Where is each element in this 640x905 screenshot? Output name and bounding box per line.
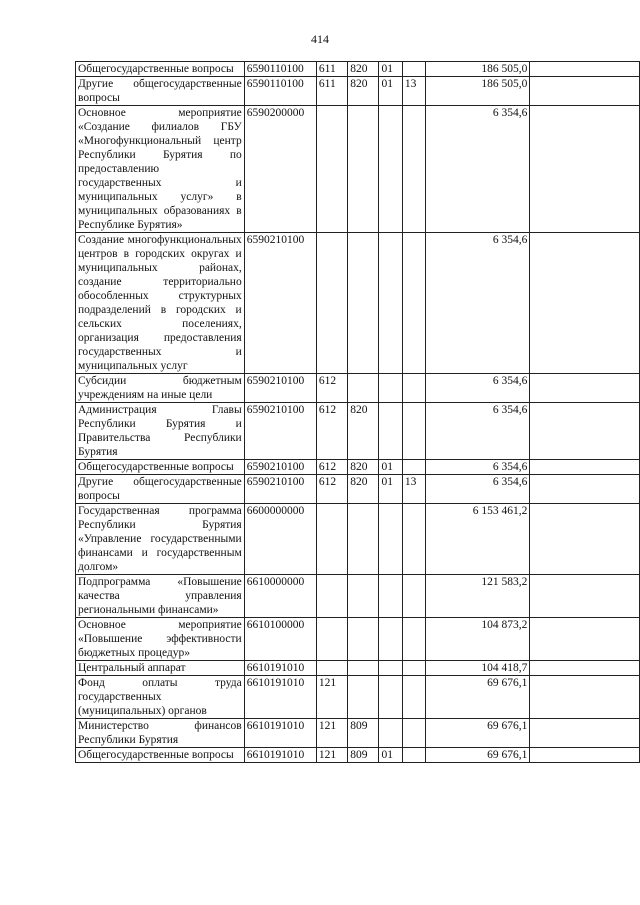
table-row: [76, 460, 640, 475]
table-row: [76, 106, 640, 233]
row-vr-cell: [316, 504, 347, 575]
row-sum-cell: 6 354,6: [426, 233, 530, 374]
row-vr-cell: 611: [316, 62, 347, 77]
row-sum-cell: 104 418,7: [426, 661, 530, 676]
row-code-cell: 6610191010: [244, 748, 316, 763]
row-rz-cell: 01: [379, 475, 402, 504]
row-rz-cell: [379, 676, 402, 719]
row-name-cell: Государственная программа Республики Бурятия «Управление государственными финансами и государственным долгом»: [76, 504, 245, 575]
row-sum-cell: 121 583,2: [426, 575, 530, 618]
row-name-cell: Центральный аппарат: [76, 661, 245, 676]
row-name-cell: Другие общегосударственные вопросы: [76, 475, 245, 504]
row-grbs-cell: 820: [348, 62, 379, 77]
row-name-cell: Другие общегосударственные вопросы: [76, 77, 245, 106]
table-row: [76, 748, 640, 763]
row-extra-cell: [530, 233, 640, 374]
row-extra-cell: [530, 575, 640, 618]
row-code-cell: 6610191010: [244, 676, 316, 719]
row-pr-cell: [402, 504, 425, 575]
row-pr-cell: [402, 403, 425, 460]
table-row: [76, 403, 640, 460]
row-name-cell: Создание многофункциональных центров в городских округах и муниципальных районах, создание территориально обособленных структурных подразделений в городских и сельских поселениях, организация предоставления государственных и муниципальных услуг: [76, 233, 245, 374]
row-pr-cell: 13: [402, 475, 425, 504]
row-grbs-cell: [348, 106, 379, 233]
row-grbs-cell: [348, 374, 379, 403]
row-code-cell: 6590210100: [244, 475, 316, 504]
row-code-cell: 6610000000: [244, 575, 316, 618]
row-grbs-cell: [348, 618, 379, 661]
row-pr-cell: [402, 676, 425, 719]
row-vr-cell: [316, 233, 347, 374]
row-vr-cell: [316, 575, 347, 618]
row-pr-cell: [402, 661, 425, 676]
row-sum-cell: 6 354,6: [426, 374, 530, 403]
row-extra-cell: [530, 748, 640, 763]
row-extra-cell: [530, 661, 640, 676]
row-pr-cell: [402, 106, 425, 233]
row-vr-cell: 612: [316, 403, 347, 460]
row-grbs-cell: 820: [348, 460, 379, 475]
row-sum-cell: 186 505,0: [426, 77, 530, 106]
row-rz-cell: [379, 504, 402, 575]
row-sum-cell: 6 354,6: [426, 460, 530, 475]
row-name-cell: Основное мероприятие «Повышение эффективности бюджетных процедур»: [76, 618, 245, 661]
row-extra-cell: [530, 460, 640, 475]
row-extra-cell: [530, 62, 640, 77]
row-code-cell: 6610100000: [244, 618, 316, 661]
row-rz-cell: [379, 106, 402, 233]
row-sum-cell: 6 354,6: [426, 475, 530, 504]
table-row: [76, 62, 640, 77]
row-name-cell: Министерство финансов Республики Бурятия: [76, 719, 245, 748]
row-extra-cell: [530, 618, 640, 661]
row-pr-cell: [402, 460, 425, 475]
row-vr-cell: 612: [316, 374, 347, 403]
row-vr-cell: [316, 618, 347, 661]
row-code-cell: 6590210100: [244, 374, 316, 403]
row-vr-cell: [316, 106, 347, 233]
row-pr-cell: [402, 62, 425, 77]
row-code-cell: 6590110100: [244, 62, 316, 77]
row-name-cell: Общегосударственные вопросы: [76, 62, 245, 77]
row-sum-cell: 6 354,6: [426, 403, 530, 460]
row-sum-cell: 6 354,6: [426, 106, 530, 233]
row-grbs-cell: [348, 661, 379, 676]
row-grbs-cell: 820: [348, 475, 379, 504]
table-row: [76, 504, 640, 575]
row-sum-cell: 69 676,1: [426, 748, 530, 763]
row-name-cell: Основное мероприятие «Создание филиалов ГБУ «Многофункциональный центр Республики Бурятия по предоставлению государственных и муниципальных услуг» в муниципальных образованиях в Республике Бурятия»: [76, 106, 245, 233]
row-code-cell: 6600000000: [244, 504, 316, 575]
row-code-cell: 6590110100: [244, 77, 316, 106]
row-extra-cell: [530, 475, 640, 504]
row-extra-cell: [530, 676, 640, 719]
row-vr-cell: 611: [316, 77, 347, 106]
row-rz-cell: [379, 233, 402, 374]
row-vr-cell: 121: [316, 676, 347, 719]
row-grbs-cell: [348, 233, 379, 374]
row-rz-cell: 01: [379, 460, 402, 475]
row-sum-cell: 69 676,1: [426, 719, 530, 748]
row-extra-cell: [530, 374, 640, 403]
row-rz-cell: [379, 661, 402, 676]
row-pr-cell: [402, 618, 425, 661]
row-rz-cell: [379, 719, 402, 748]
row-rz-cell: [379, 618, 402, 661]
budget-table-body: [76, 62, 640, 763]
row-name-cell: Фонд оплаты труда государственных (муниципальных) органов: [76, 676, 245, 719]
row-code-cell: 6590210100: [244, 403, 316, 460]
budget-table: [75, 61, 640, 763]
row-pr-cell: 13: [402, 77, 425, 106]
row-code-cell: 6610191010: [244, 719, 316, 748]
row-pr-cell: [402, 233, 425, 374]
row-pr-cell: [402, 575, 425, 618]
row-code-cell: 6610191010: [244, 661, 316, 676]
table-row: [76, 661, 640, 676]
row-code-cell: 6590210100: [244, 233, 316, 374]
row-grbs-cell: 820: [348, 77, 379, 106]
row-extra-cell: [530, 403, 640, 460]
row-name-cell: Подпрограмма «Повышение качества управления региональными финансами»: [76, 575, 245, 618]
table-row: [76, 575, 640, 618]
row-name-cell: Субсидии бюджетным учреждениям на иные цели: [76, 374, 245, 403]
row-pr-cell: [402, 719, 425, 748]
row-pr-cell: [402, 748, 425, 763]
row-grbs-cell: [348, 575, 379, 618]
row-extra-cell: [530, 77, 640, 106]
row-rz-cell: 01: [379, 77, 402, 106]
row-rz-cell: 01: [379, 62, 402, 77]
row-sum-cell: 69 676,1: [426, 676, 530, 719]
row-name-cell: Общегосударственные вопросы: [76, 460, 245, 475]
row-sum-cell: 6 153 461,2: [426, 504, 530, 575]
table-row: [76, 77, 640, 106]
table-row: [76, 618, 640, 661]
page-number: 414: [311, 32, 329, 46]
row-vr-cell: 612: [316, 460, 347, 475]
table-row: [76, 719, 640, 748]
table-row: [76, 233, 640, 374]
table-row: [76, 374, 640, 403]
row-name-cell: Общегосударственные вопросы: [76, 748, 245, 763]
row-grbs-cell: 809: [348, 719, 379, 748]
row-sum-cell: 186 505,0: [426, 62, 530, 77]
table-row: [76, 676, 640, 719]
row-rz-cell: [379, 403, 402, 460]
row-code-cell: 6590210100: [244, 460, 316, 475]
row-vr-cell: [316, 661, 347, 676]
table-row: [76, 475, 640, 504]
row-rz-cell: [379, 374, 402, 403]
row-rz-cell: [379, 575, 402, 618]
row-vr-cell: 121: [316, 719, 347, 748]
row-grbs-cell: 820: [348, 403, 379, 460]
row-code-cell: 6590200000: [244, 106, 316, 233]
row-name-cell: Администрация Главы Республики Бурятия и Правительства Республики Бурятия: [76, 403, 245, 460]
row-vr-cell: 121: [316, 748, 347, 763]
row-grbs-cell: 809: [348, 748, 379, 763]
row-extra-cell: [530, 106, 640, 233]
row-grbs-cell: [348, 504, 379, 575]
row-extra-cell: [530, 504, 640, 575]
row-sum-cell: 104 873,2: [426, 618, 530, 661]
row-extra-cell: [530, 719, 640, 748]
row-pr-cell: [402, 374, 425, 403]
row-vr-cell: 612: [316, 475, 347, 504]
row-rz-cell: 01: [379, 748, 402, 763]
row-grbs-cell: [348, 676, 379, 719]
